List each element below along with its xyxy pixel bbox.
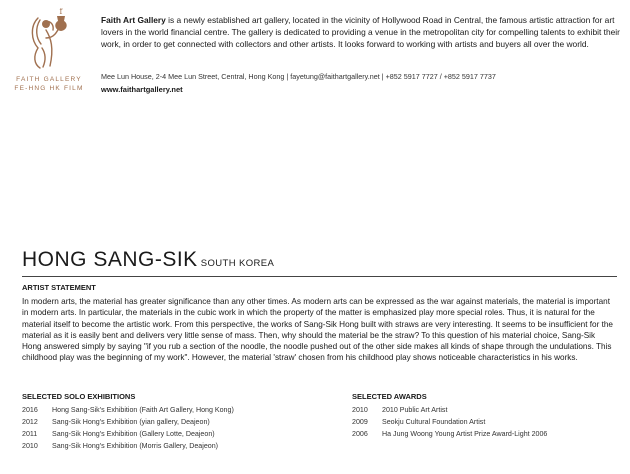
statement-text: In modern arts, the material has greater significance than any other times. As modern arts can be expressed as the war against materials, the material is important in modern arts. In particular, the materials in the cubic work in which the property of the matter is emphasized play more special roles. Thus, it is natural for the material itself to become the artistic work. From this perspective, the works of Sang-Sik Hong built with straws are very interesting. It seems to be insufficient for the material as it is easily bent and delivers very little sense of mass. Then, why should the material be the straw? To this question of his material choice, Sang-Sik Hong answered simply by saying "if you rub a section of the noodle, the noodle pushed out of the other side makes all kinds of shape through the undulations. This childhood play was the beginning of my work". However, the material 'straw' chosen from his childhood play shows noticeable characteristics in his works. bbox=[22, 297, 613, 363]
woman-figure-icon bbox=[24, 8, 74, 70]
svg-text:f: f bbox=[59, 8, 63, 16]
list-item bbox=[352, 418, 617, 430]
gallery-logo bbox=[14, 8, 84, 96]
exhibition-year: 2010 bbox=[22, 442, 38, 450]
list-item bbox=[22, 442, 322, 454]
list-item bbox=[22, 418, 322, 430]
contact-info: Mee Lun House, 2-4 Mee Lun Street, Central, Hong Kong | fayetung@faithartgallery.net | +852 5917 7727 / +852 5917 7737 bbox=[101, 72, 496, 81]
exhibition-year: 2012 bbox=[22, 418, 38, 426]
exhibition-year: 2011 bbox=[22, 430, 38, 438]
artist-name: HONG SANG-SIK bbox=[22, 248, 198, 271]
intro-text: is a newly established art gallery, located in the vicinity of Hollywood Road in Central, the famous artistic attraction for art lovers in the world financial centre. The gallery is dedicated to providing a venue in the metropolitan city for compelling talents to exhibit their work, in order to get connected with collectors and other artists. It looks forward to working with artists and buyers all over the world. bbox=[101, 15, 620, 50]
gallery-name: Faith Art Gallery bbox=[101, 15, 166, 25]
exhibition-title: Sang-Sik Hong's Exhibition (Gallery Lotte, Deajeon) bbox=[52, 430, 215, 438]
award-year: 2010 bbox=[352, 406, 368, 414]
gallery-intro bbox=[101, 14, 621, 50]
artist-heading bbox=[22, 248, 274, 272]
list-item bbox=[352, 406, 617, 418]
award-year: 2009 bbox=[352, 418, 368, 426]
artist-country: SOUTH KOREA bbox=[200, 258, 275, 269]
award-title: 2010 Public Art Artist bbox=[382, 406, 448, 414]
exhibitions-list bbox=[22, 406, 322, 454]
award-title: Seokju Cultural Foundation Artist bbox=[382, 418, 486, 426]
awards-list bbox=[352, 406, 617, 442]
logo-line-2: FE-HNG HK FILM bbox=[14, 85, 84, 92]
award-title: Ha Jung Woong Young Artist Prize Award-Light 2006 bbox=[382, 430, 548, 438]
list-item bbox=[22, 430, 322, 442]
awards-heading: SELECTED AWARDS bbox=[352, 392, 427, 401]
exhibition-title: Sang-Sik Hong's Exhibition (Morris Gallery, Deajeon) bbox=[52, 442, 219, 450]
exhibition-title: Sang-Sik Hong's Exhibition (yian gallery, Deajeon) bbox=[52, 418, 210, 426]
logo-line-1: FAITH GALLERY bbox=[16, 76, 82, 83]
exhibitions-heading: SELECTED SOLO EXHIBITIONS bbox=[22, 392, 136, 401]
divider bbox=[22, 276, 617, 277]
list-item bbox=[352, 430, 617, 442]
website-link[interactable]: www.faithartgallery.net bbox=[101, 85, 183, 94]
award-year: 2006 bbox=[352, 430, 368, 438]
exhibition-year: 2016 bbox=[22, 406, 38, 414]
statement-heading: ARTIST STATEMENT bbox=[22, 283, 96, 292]
list-item bbox=[22, 406, 322, 418]
exhibition-title: Hong Sang-Sik's Exhibition (Faith Art Gallery, Hong Kong) bbox=[52, 406, 234, 414]
